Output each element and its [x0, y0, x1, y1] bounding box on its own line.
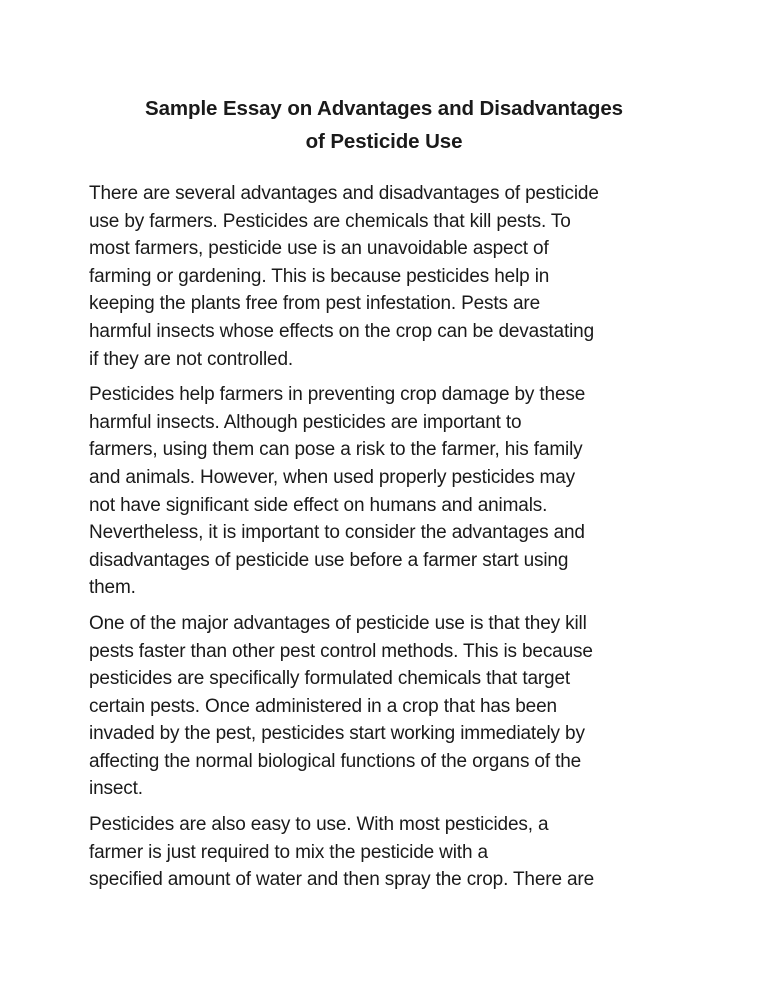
paragraph-4: Pesticides are also easy to use. With most pesticides, a farmer is just required to mix the pesticide with a specified amount of water and then spray the crop. There are — [89, 814, 595, 891]
paragraph-1: There are several advantages and disadvantages of pesticide use by farmers. Pesticides are chemicals that kill pests. To most farmers, pesticide use is an unavoidable aspect of farming or gardening. This is because pesticides help in keeping the plants free from pest infestation. Pests are harmful insects whose effects on the crop can be devastating if they are not controlled. — [89, 183, 599, 370]
document-body — [89, 180, 689, 902]
paragraph-2: Pesticides help farmers in preventing crop damage by these harmful insects. Although pesticides are important to farmers, using them can pose a risk to the farmer, his family and animals. However, when used properly pesticides may not have significant side effect on humans and animals. Nevertheless, it is important to consider the advantages and disadvantages of pesticide use before a farmer start using them. — [89, 384, 586, 599]
document-title: Sample Essay on Advantages and Disadvantages of Pesticide Use — [145, 97, 623, 153]
paragraph-3: One of the major advantages of pesticide use is that they kill pests faster than other pest control methods. This is because pesticides are specifically formulated chemicals that target certain pests. Once administered in a crop that has been invaded by the pest, pesticides start working immediately by affecting the normal biological functions of the organs of the insect. — [89, 612, 593, 800]
